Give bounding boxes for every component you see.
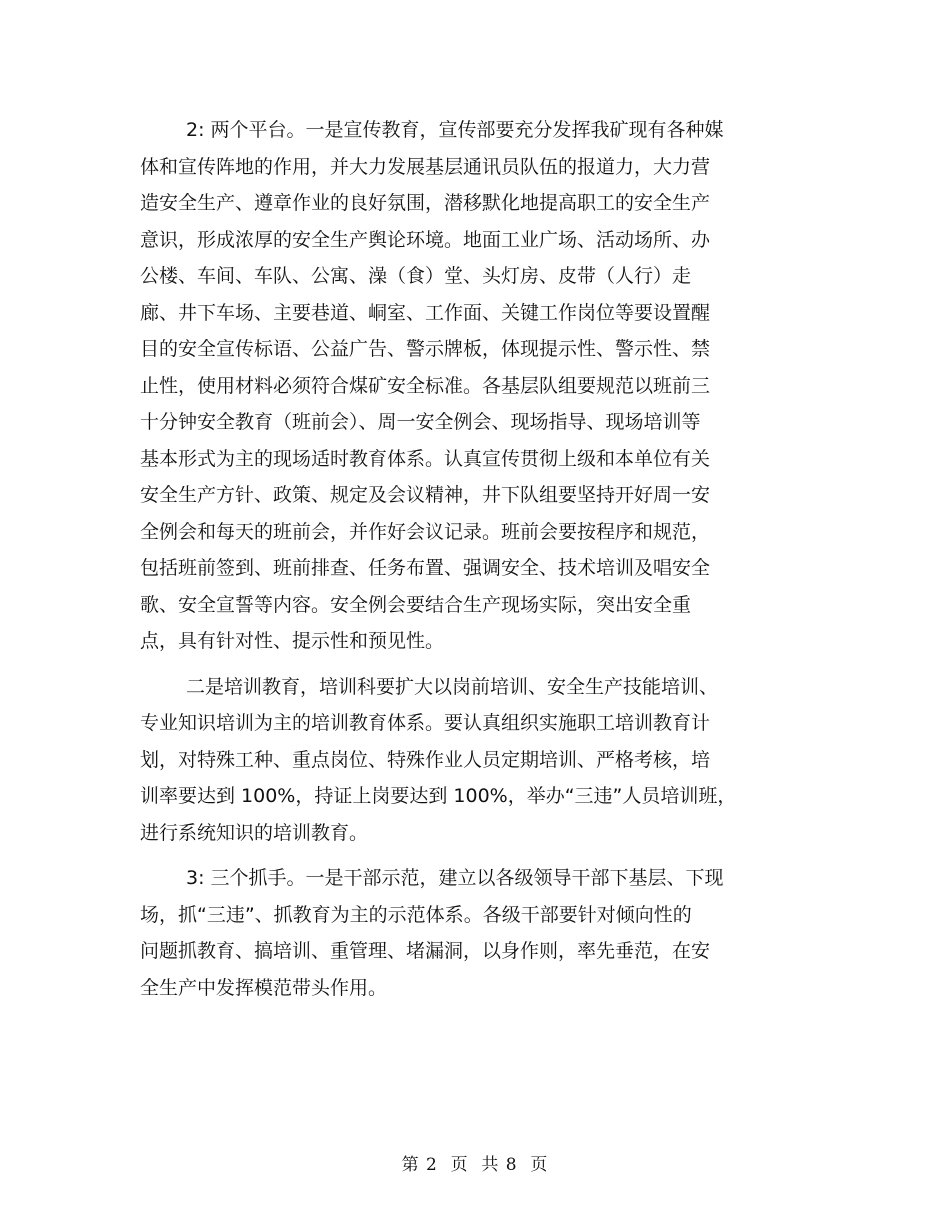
paragraph-two-platforms [140, 112, 780, 660]
text-line: 全例会和每天的班前会，并作好会议记录。班前会要按程序和规范， [140, 520, 711, 543]
paragraph-three-grips [140, 860, 780, 1006]
text-line: 专业知识培训为主的培训教育体系。要认真组织实施职工培训教育计 [140, 712, 711, 734]
text-line: 二是培训教育，培训科要扩大以岗前培训、安全生产技能培训、 [186, 675, 719, 698]
text-line: 体和宣传阵地的作用，并大力发展基层通讯员队伍的报道力，大力营 [140, 155, 711, 178]
text-line: 点，具有针对性、提示性和预见性。 [140, 630, 445, 652]
page-footer [0, 1150, 950, 1175]
text-line: 进行系统知识的培训教育。 [140, 821, 369, 844]
text-line: 划，对特殊工种、重点岗位、特殊作业人员定期培训、严格考核，培 [140, 748, 711, 771]
text-line: 意识，形成浓厚的安全生产舆论环境。地面工业广场、活动场所、办 [140, 228, 711, 251]
text-line: 安全生产方针、政策、规定及会议精神，井下队组要坚持开好周一安 [140, 484, 711, 506]
text-line: 目的安全宣传标语、公益广告、警示牌板，体现提示性、警示性、禁 [140, 338, 711, 360]
text-line: 问题抓教育、搞培训、重管理、堵漏洞，以身作则，率先垂范，在安 [140, 940, 711, 962]
page-number-label: 第 2 页 共 8 页 [401, 1155, 549, 1175]
text-line: 训率要达到 100%，持证上岗要达到 100%，举办“三违”人员培训班， [140, 785, 737, 807]
text-line: 全生产中发挥模范带头作用。 [140, 976, 388, 999]
text-line: 止性，使用材料必须符合煤矿安全标准。各基层队组要规范以班前三 [140, 374, 711, 397]
text-line: 包括班前签到、班前排查、任务布置、强调安全、技术培训及唱安全 [140, 557, 711, 579]
text-line: 廊、井下车场、主要巷道、峒室、工作面、关键工作岗位等要设置醒 [140, 301, 711, 324]
text-line: 造安全生产、遵章作业的良好氛围，潜移默化地提高职工的安全生产 [140, 192, 711, 214]
text-line: 场，抓“三违”、抓教育为主的示范体系。各级干部要针对倾向性的 [140, 903, 692, 926]
text-line: 歌、安全宣誓等内容。安全例会要结合生产现场实际，突出安全重 [140, 593, 692, 616]
text-line: 2: 两个平台。一是宣传教育，宣传部要充分发挥我矿现有各种媒 [186, 119, 724, 141]
text-line: 公楼、车间、车队、公寓、澡（食）堂、头灯房、皮带（人行）走 [140, 265, 692, 287]
paragraph-training-education [140, 669, 780, 852]
text-line: 十分钟安全教育（班前会）、周一安全例会、现场指导、现场培训等 [140, 411, 701, 433]
document-body [140, 112, 780, 1006]
text-line: 3: 三个抓手。一是干部示范，建立以各级领导干部下基层、下现 [186, 867, 724, 889]
text-line: 基本形式为主的现场适时教育体系。认真宣传贯彻上级和本单位有关 [140, 447, 711, 470]
